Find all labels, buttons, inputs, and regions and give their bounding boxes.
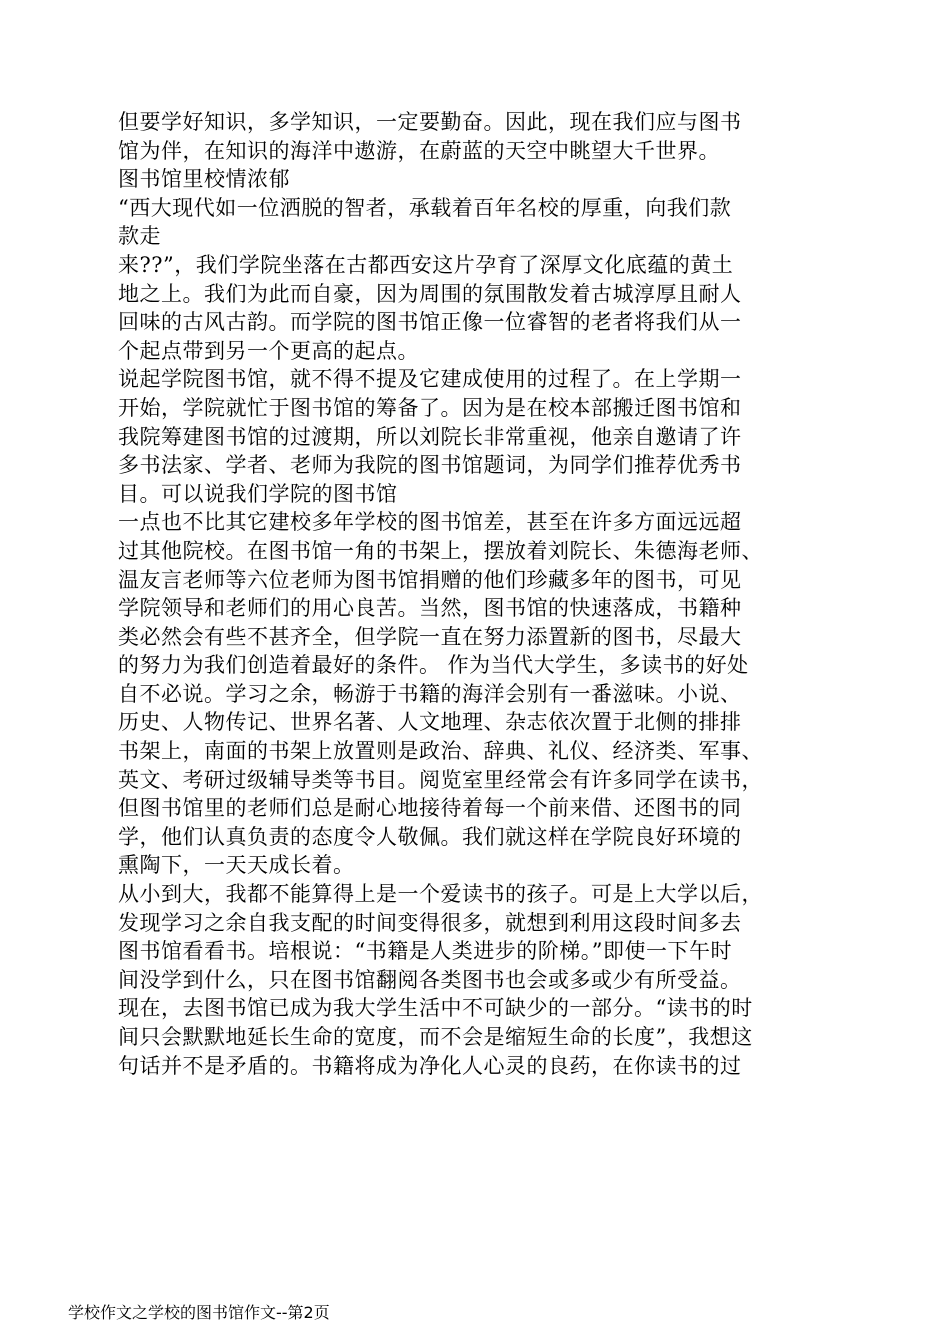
text-line: 间只会默默地延长生命的宽度，而不会是缩短生命的长度”，我想这 bbox=[118, 1025, 753, 1049]
section-heading: 图书馆里校情浓郁 bbox=[118, 167, 290, 192]
text-line: 但要学好知识，多学知识，一定要勤奋。因此，现在我们应与图书 bbox=[118, 110, 742, 134]
page-footer: 学校作文之学校的图书馆作文--第2页 bbox=[68, 1303, 330, 1322]
text-line: 句话并不是矛盾的。书籍将成为净化人心灵的良药，在你读书的过 bbox=[118, 1053, 742, 1078]
text-line: 学院领导和老师们的用心良苦。当然，图书馆的快速落成，书籍种 bbox=[118, 596, 742, 621]
text-line: 学，他们认真负责的态度令人敬佩。我们就这样在学院良好环境的 bbox=[118, 824, 742, 849]
text-line: 类必然会有些不甚齐全，但学院一直在努力添置新的图书，尽最大 bbox=[118, 624, 742, 649]
text-line: 馆为伴，在知识的海洋中遨游，在蔚蓝的天空中眺望大千世界。 bbox=[118, 138, 720, 163]
text-line: 自不必说。学习之余，畅游于书籍的海洋会别有一番滋味。小说、 bbox=[118, 681, 742, 706]
text-line: 温友言老师等六位老师为图书馆捐赠的他们珍藏多年的图书，可见 bbox=[118, 567, 742, 592]
text-line: 英文、考研过级辅导类等书目。阅览室里经常会有许多同学在读书， bbox=[118, 767, 763, 792]
text-line: 地之上。我们为此而自豪，因为周围的氛围散发着古城淳厚且耐人 bbox=[118, 281, 742, 306]
text-line: 的努力为我们创造着最好的条件。 作为当代大学生，多读书的好处 bbox=[118, 653, 749, 678]
body-text bbox=[118, 108, 878, 1080]
text-line: 图书馆看看书。培根说：“书籍是人类进步的阶梯。”即使一下午时 bbox=[118, 939, 732, 964]
text-line: 说起学院图书馆，就不得不提及它建成使用的过程了。在上学期一 bbox=[118, 367, 742, 392]
text-line: 历史、人物传记、世界名著、人文地理、杂志依次置于北侧的排排 bbox=[118, 710, 742, 735]
text-line: “西大现代如一位洒脱的智者，承载着百年名校的厚重，向我们款 bbox=[118, 195, 732, 220]
text-line: 来??”，我们学院坐落在古都西安这片孕育了深厚文化底蕴的黄土 bbox=[118, 252, 734, 277]
text-line: 个起点带到另一个更高的起点。 bbox=[118, 338, 419, 363]
text-line: 一点也不比其它建校多年学校的图书馆差，甚至在许多方面远远超 bbox=[118, 510, 742, 535]
text-line: 目。可以说我们学院的图书馆 bbox=[118, 481, 398, 506]
text-line: 我院筹建图书馆的过渡期，所以刘院长非常重视，他亲自邀请了许 bbox=[118, 424, 742, 449]
text-line: 款走 bbox=[118, 224, 161, 249]
text-line: 从小到大，我都不能算得上是一个爱读书的孩子。可是上大学以后， bbox=[118, 882, 763, 907]
text-line: 发现学习之余自我支配的时间变得很多，就想到利用这段时间多去 bbox=[118, 910, 742, 935]
text-line: 现在，去图书馆已成为我大学生活中不可缺少的一部分。“读书的时 bbox=[118, 996, 753, 1021]
text-line: 多书法家、学者、老师为我院的图书馆题词，为同学们推荐优秀书 bbox=[118, 453, 742, 478]
text-line: 过其他院校。在图书馆一角的书架上，摆放着刘院长、朱德海老师、 bbox=[118, 538, 763, 563]
text-line: 熏陶下，一天天成长着。 bbox=[118, 853, 355, 878]
text-line: 书架上，南面的书架上放置则是政治、辞典、礼仪、经济类、军事、 bbox=[118, 739, 763, 764]
text-line: 开始，学院就忙于图书馆的筹备了。因为是在校本部搬迁图书馆和 bbox=[118, 395, 742, 420]
text-line: 回味的古风古韵。而学院的图书馆正像一位睿智的老者将我们从一 bbox=[118, 310, 742, 335]
text-line: 但图书馆里的老师们总是耐心地接待着每一个前来借、还图书的同 bbox=[118, 796, 742, 821]
text-line: 间没学到什么，只在图书馆翻阅各类图书也会或多或少有所受益。 bbox=[118, 967, 742, 992]
